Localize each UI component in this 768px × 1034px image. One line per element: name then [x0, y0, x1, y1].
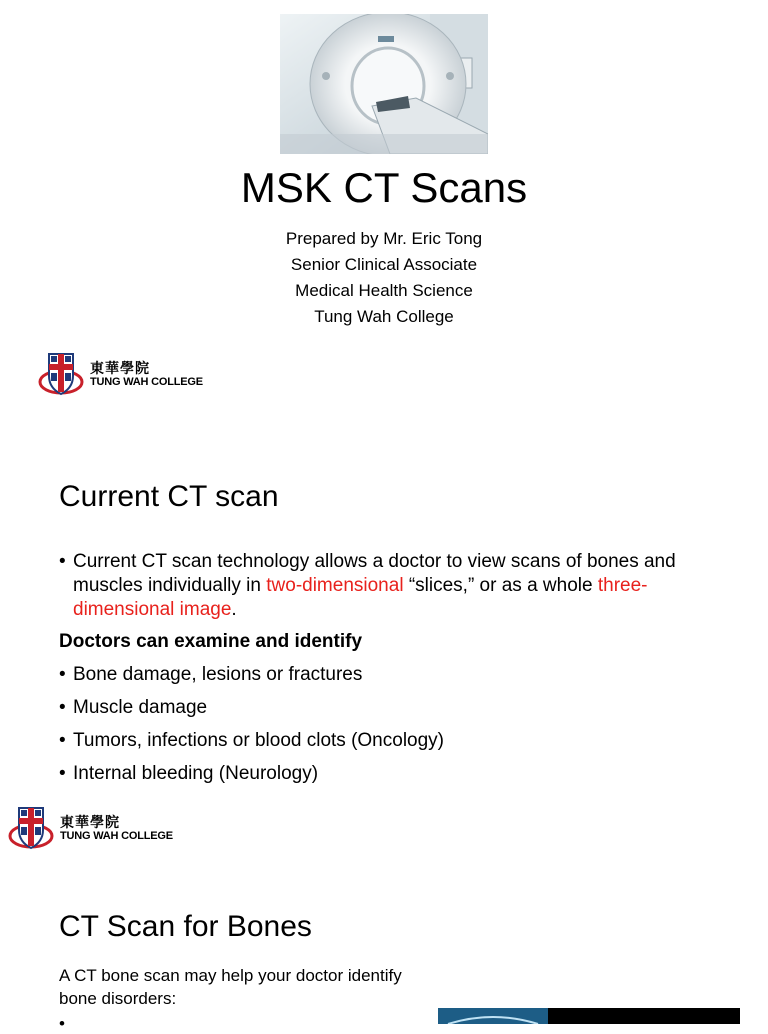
highlight-text: three-dimensional image	[73, 575, 648, 620]
slide-heading: Current CT scan	[59, 480, 279, 513]
list-item	[59, 762, 719, 786]
bullet-text: “slices,” or as a whole	[403, 575, 598, 596]
bullet-text: Internal bleeding (Neurology)	[73, 763, 319, 784]
list-item	[59, 550, 719, 622]
credit-line: Medical Health Science	[295, 281, 473, 300]
logo-english-name: TUNG WAH COLLEGE	[60, 829, 173, 842]
logo-chinese-name: 東華學院	[60, 813, 120, 830]
credit-line: Prepared by Mr. Eric Tong	[285, 229, 483, 248]
highlight-text: two-dimensional	[266, 575, 404, 596]
title-slide	[0, 0, 768, 430]
list-item	[59, 696, 719, 720]
bullet-text: .	[231, 599, 237, 620]
slide-heading: CT Scan for Bones	[59, 910, 312, 943]
subheading: Doctors can examine and identify	[59, 631, 363, 652]
bullet-icon: •	[59, 697, 66, 718]
bullet-icon: •	[59, 1014, 65, 1033]
slide-intro-text: A CT bone scan may help your doctor identify bone disorders:	[59, 966, 402, 1008]
list-item	[59, 663, 719, 687]
logo-chinese-name: 東華學院	[90, 359, 150, 376]
bullet-icon: •	[59, 551, 66, 572]
ct-scan-bones-slide	[0, 864, 768, 1033]
bullet-list	[59, 550, 719, 795]
college-logo	[8, 804, 173, 852]
author-credits	[0, 226, 768, 330]
logo-english-name: TUNG WAH COLLEGE	[90, 375, 203, 388]
bullet-text: Current CT scan technology allows a doctor to view scans of bones and muscles individually in	[73, 551, 676, 596]
presentation-title: MSK CT Scans	[240, 164, 528, 211]
bullet-icon: •	[59, 763, 66, 784]
bullet-text: Bone damage, lesions or fractures	[73, 664, 363, 685]
bullet-icon: •	[59, 664, 66, 685]
ct-scanner-photo	[280, 14, 488, 154]
college-crest-icon	[38, 350, 84, 398]
college-logo	[38, 350, 203, 398]
list-item	[59, 729, 719, 753]
bullet-icon: •	[59, 730, 66, 751]
college-crest-icon	[8, 804, 54, 852]
credit-line: Tung Wah College	[314, 307, 454, 326]
bullet-text: Muscle damage	[73, 697, 208, 718]
bullet-text: Tumors, infections or blood clots (Oncology)	[73, 730, 445, 751]
credit-line: Senior Clinical Associate	[290, 255, 478, 274]
current-ct-scan-slide	[0, 432, 768, 862]
bone-scan-image	[438, 1008, 740, 1024]
